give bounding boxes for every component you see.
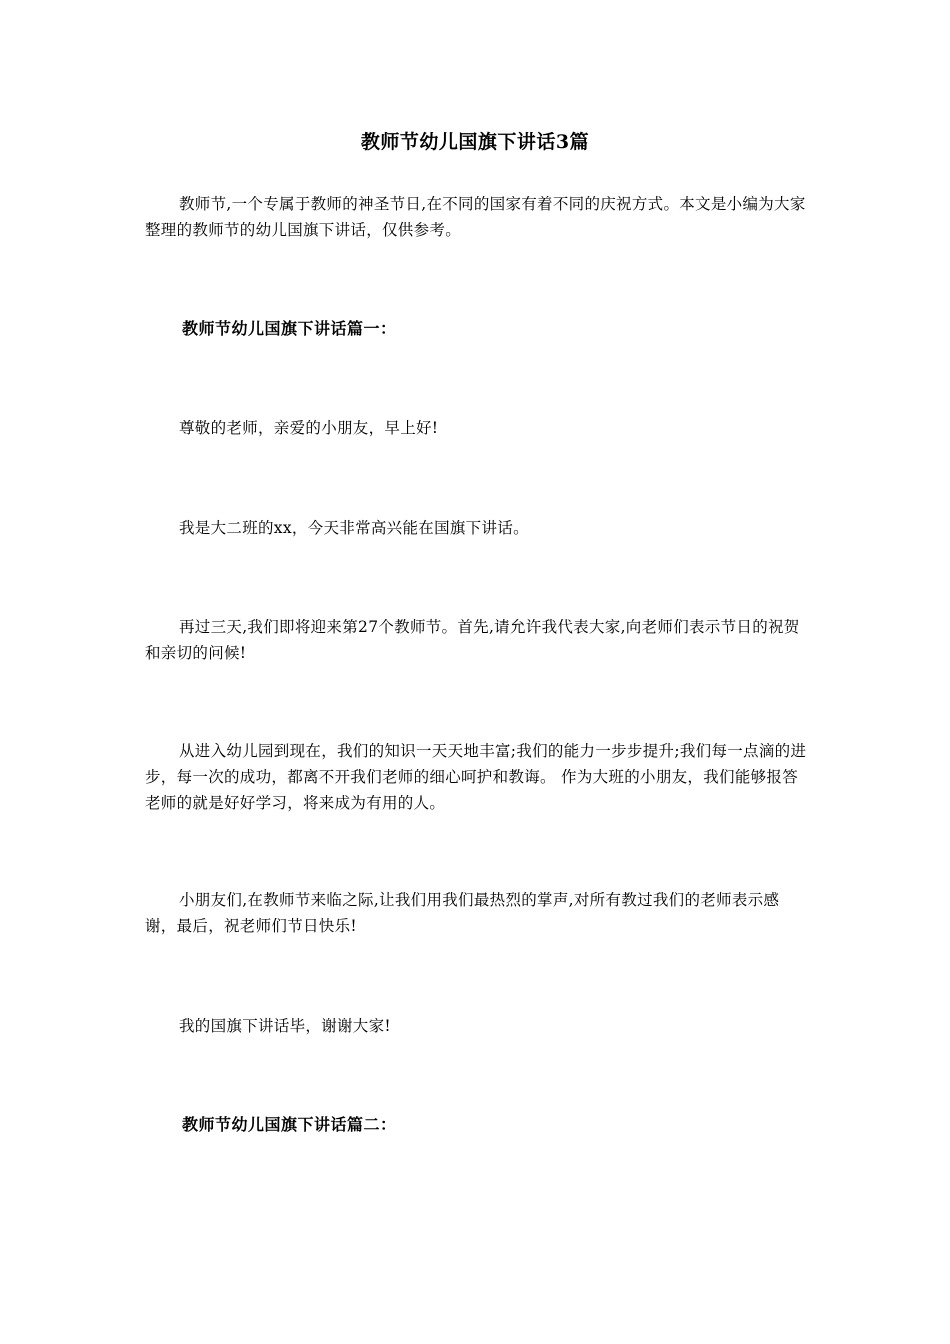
speech-greeting: 尊敬的老师，亲爱的小朋友，早上好! xyxy=(179,419,439,437)
speech-paragraph-thanks: 小朋友们,在教师节来临之际,让我们用我们最热烈的掌声,对所有教过我们的老师表示感谢，最后，祝老师们节日快乐! xyxy=(145,891,780,935)
speech-paragraph-teachers-day: 再过三天,我们即将迎来第27个教师节。首先,请允许我代表大家,向老师们表示节日的祝贺和亲切的问候! xyxy=(145,618,800,662)
speech-intro: 我是大二班的xx，今天非常高兴能在国旗下讲话。 xyxy=(179,519,529,537)
intro-paragraph: 教师节,一个专属于教师的神圣节日,在不同的国家有着不同的庆祝方式。本文是小编为大家整理的教师节的幼儿国旗下讲话，仅供参考。 xyxy=(145,195,806,239)
section-heading-1: 教师节幼儿国旗下讲话篇一： xyxy=(182,319,397,338)
speech-paragraph-progress: 从进入幼儿园到现在，我们的知识一天天地丰富;我们的能力一步步提升;我们每一点滴的进步，每一次的成功，都离不开我们老师的细心呵护和教诲。 作为大班的小朋友，我们能够报答老师的就是好好学习，将来成为有用的人。 xyxy=(145,742,807,812)
document-title: 教师节幼儿国旗下讲话3篇 xyxy=(360,131,590,153)
speech-closing: 我的国旗下讲话毕，谢谢大家! xyxy=(179,1017,391,1035)
section-heading-2: 教师节幼儿国旗下讲话篇二： xyxy=(182,1115,397,1134)
